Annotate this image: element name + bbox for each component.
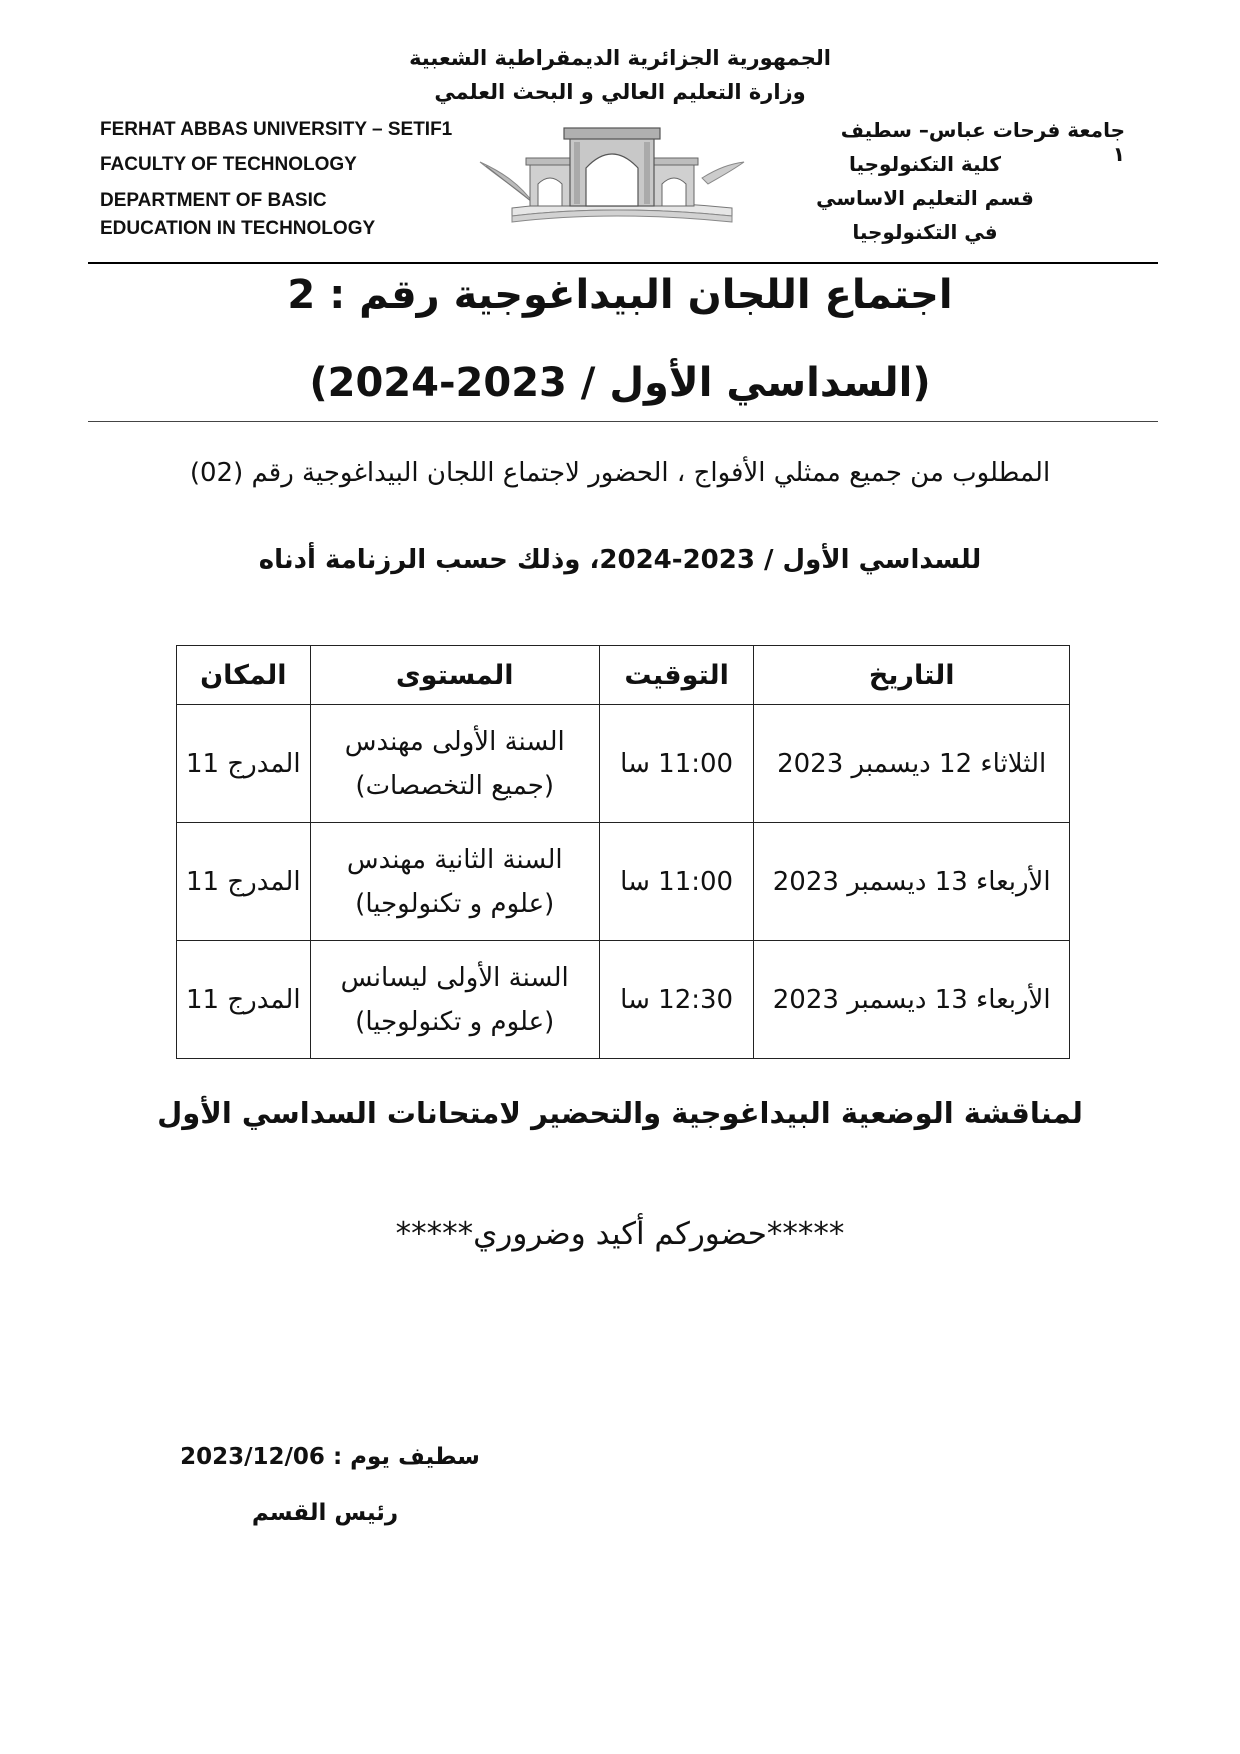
table-header-row — [177, 646, 1070, 705]
cell-date: الثلاثاء 12 ديسمبر 2023 — [754, 705, 1070, 823]
meeting-purpose: لمناقشة الوضعية البيداغوجية والتحضير لامتحانات السداسي الأول — [157, 1096, 1083, 1130]
table-row — [177, 823, 1070, 941]
cell-date: الأربعاء 13 ديسمبر 2023 — [754, 823, 1070, 941]
cell-date: الأربعاء 13 ديسمبر 2023 — [754, 941, 1070, 1059]
faculty-name-ar: كلية التكنولوجيا — [848, 152, 1002, 176]
cell-level — [310, 705, 599, 823]
university-name-en: FERHAT ABBAS UNIVERSITY – SETIF1 — [100, 119, 453, 140]
department-name-en-line1: DEPARTMENT OF BASIC — [100, 190, 327, 211]
header-place: المكان — [177, 646, 311, 705]
table-row — [177, 941, 1070, 1059]
cell-level-line1: السنة الأولى ليسانس — [340, 962, 569, 993]
cell-level-line2: (علوم و تكنولوجيا) — [355, 888, 555, 919]
place-and-date: سطيف يوم : 2023/12/06 — [180, 1444, 480, 1470]
university-arch-logo — [472, 118, 752, 226]
intro-line-1: المطلوب من جميع ممثلي الأفواج ، الحضور لاجتماع اللجان البيداغوجية رقم (02) — [189, 458, 1051, 488]
cell-place: المدرج 11 — [177, 705, 311, 823]
table-row — [177, 705, 1070, 823]
header-level: المستوى — [310, 646, 599, 705]
faculty-name-en: FACULTY OF TECHNOLOGY — [100, 154, 357, 175]
cell-time: 11:00 سا — [599, 823, 753, 941]
government-title: الجمهورية الجزائرية الديمقراطية الشعبية — [409, 46, 831, 70]
header-divider — [88, 262, 1158, 264]
title-divider — [88, 421, 1158, 422]
university-name-ar: جامعة فرحات عباس– سطيف ١ — [840, 118, 1125, 166]
department-name-ar-line2: في التكنولوجيا — [852, 220, 998, 244]
cell-place: المدرج 11 — [177, 823, 311, 941]
department-name-ar-line1: قسم التعليم الاساسي — [816, 186, 1034, 210]
attendance-note: *****حضوركم أكيد وضروري***** — [395, 1216, 845, 1252]
cell-level-line1: السنة الأولى مهندس — [344, 726, 565, 757]
meeting-title: اجتماع اللجان البيداغوجية رقم : 2 — [287, 272, 953, 318]
intro-line-2: للسداسي الأول / 2023-2024، وذلك حسب الرزنامة أدناه — [258, 545, 982, 575]
cell-time: 12:30 سا — [599, 941, 753, 1059]
cell-level-line2: (علوم و تكنولوجيا) — [355, 1006, 555, 1037]
department-name-en-line2: EDUCATION IN TECHNOLOGY — [100, 218, 376, 239]
department-head-signature: رئيس القسم — [251, 1500, 399, 1526]
cell-place: المدرج 11 — [177, 941, 311, 1059]
cell-level — [310, 823, 599, 941]
ministry-title: وزارة التعليم العالي و البحث العلمي — [434, 80, 806, 104]
header-time: التوقيت — [599, 646, 753, 705]
cell-time: 11:00 سا — [599, 705, 753, 823]
semester-title: (السداسي الأول / 2023-2024) — [309, 360, 931, 406]
cell-level-line1: السنة الثانية مهندس — [346, 844, 563, 875]
schedule-table — [176, 645, 1070, 1059]
cell-level-line2: (جميع التخصصات) — [355, 770, 555, 801]
cell-level — [310, 941, 599, 1059]
header-date: التاريخ — [754, 646, 1070, 705]
